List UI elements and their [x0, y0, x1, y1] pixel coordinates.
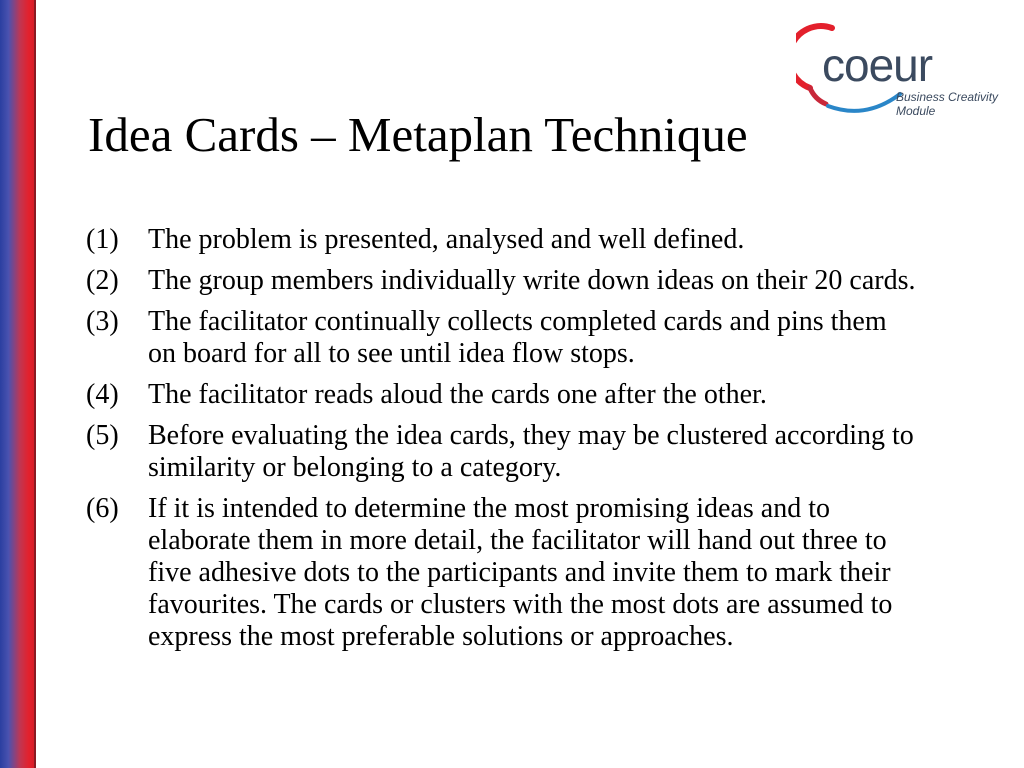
list-item	[86, 224, 916, 256]
list-item	[86, 493, 916, 653]
logo-wordmark: coeur	[822, 39, 933, 91]
logo-subtitle-line1: Business Creativity	[896, 90, 999, 104]
item-text: The facilitator reads aloud the cards one after the other.	[148, 379, 767, 410]
item-number: (2)	[86, 265, 119, 296]
steps-list	[86, 224, 916, 662]
side-gradient-bar	[0, 0, 34, 768]
item-number: (1)	[86, 224, 119, 255]
slide-title: Idea Cards – Metaplan Technique	[88, 107, 748, 162]
logo-subtitle	[896, 90, 998, 118]
item-number: (6)	[86, 493, 119, 524]
coeur-logo	[796, 20, 1006, 125]
list-item	[86, 265, 916, 297]
item-text: If it is intended to determine the most promising ideas and to elaborate them in more detail, the facilitator will hand out three to five adhesive dots to the participants and invite them to mark their favourites. The cards or clusters with the most dots are assumed to express the most preferable solutions or approaches.	[148, 493, 893, 652]
list-item	[86, 379, 916, 411]
item-number: (5)	[86, 420, 119, 451]
item-number: (3)	[86, 306, 119, 337]
item-text: Before evaluating the idea cards, they may be clustered according to similarity or belonging to a category.	[148, 420, 914, 483]
item-text: The problem is presented, analysed and well defined.	[148, 224, 745, 255]
item-number: (4)	[86, 379, 119, 410]
item-text: The facilitator continually collects completed cards and pins them on board for all to see until idea flow stops.	[148, 306, 887, 369]
list-item	[86, 306, 916, 370]
logo-subtitle-line2: Module	[896, 104, 936, 118]
item-text: The group members individually write down ideas on their 20 cards.	[148, 265, 916, 296]
side-bar-edge	[34, 0, 36, 768]
list-item	[86, 420, 916, 484]
